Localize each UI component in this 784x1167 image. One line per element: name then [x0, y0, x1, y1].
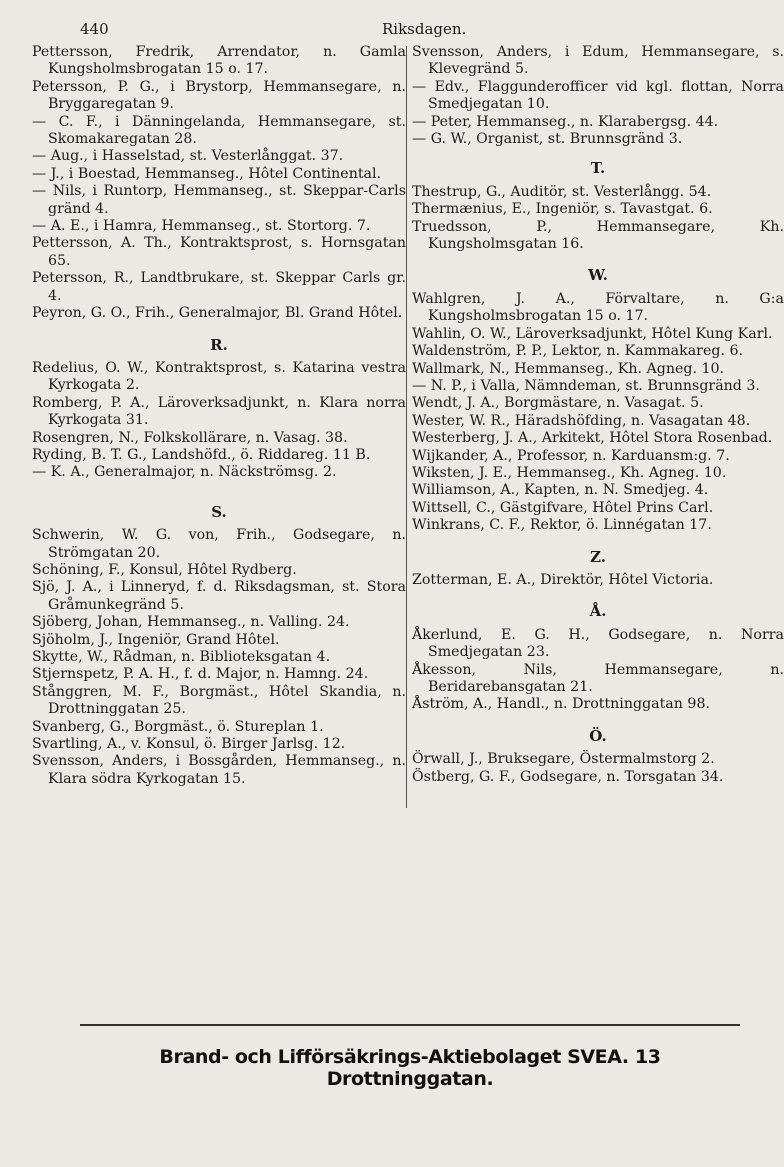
directory-entry: Skytte, W., Rådman, n. Biblioteksgatan 4. — [32, 649, 331, 665]
directory-entry: — Edv., Flaggunderofficer vid kgl. flottan, Norra Smedjegatan 10. — [412, 78, 784, 113]
directory-entry: Stjernspetz, P. A. H., f. d. Major, n. Hamng. 24. — [32, 666, 369, 683]
directory-entry: Ryding, B. T. G., Landshöfd., ö. Riddareg. 11 B. — [32, 446, 371, 463]
section-letter-r: R. — [210, 335, 228, 354]
directory-entry: Åkesson, Nils, Hemmansegare, n. Beridarebansgatan 21. — [412, 661, 784, 695]
directory-entry: Wendt, J. A., Borgmästare, n. Vasagat. 5. — [412, 395, 704, 412]
directory-entry: — J., i Boestad, Hemmanseg., Hôtel Continental. — [32, 165, 382, 182]
left-column — [32, 44, 406, 788]
directory-entry: Wittsell, C., Gästgifvare, Hôtel Prins Carl. — [412, 499, 714, 516]
directory-entry: Peyron, G. O., Frih., Generalmajor, Bl. Grand Hôtel. — [32, 305, 403, 322]
directory-entry: Romberg, P. A., Läroverksadjunkt, n. Klara norra Kyrkogata 31. — [32, 394, 406, 429]
section-letter-oe: Ö. — [589, 726, 607, 745]
directory-entry: Wahlin, O. W., Läroverksadjunkt, Hôtel Kung Karl. — [412, 325, 773, 342]
directory-entry: Svensson, Anders, i Edum, Hemmansegare, s. Klevegränd 5. — [412, 44, 784, 78]
directory-entry: Pettersson, A. Th., Kontraktsprost, s. Hornsgatan 65. — [32, 235, 406, 269]
footer-rule — [80, 1024, 740, 1026]
directory-entry: Wijkander, A., Professor, n. Karduansm:g. 7. — [412, 447, 730, 464]
column-divider — [406, 46, 407, 808]
directory-entry: Zotterman, E. A., Direktör, Hôtel Victoria. — [412, 571, 714, 588]
page-header — [32, 20, 762, 44]
directory-entry: Åkerlund, E. G. H., Godsegare, n. Norra Smedjegatan 23. — [412, 626, 784, 661]
footer-advertisement: Brand- och Lifförsäkrings-Aktiebolaget SVEA. 13 Drottninggatan. — [159, 1046, 661, 1090]
directory-entry: — K. A., Generalmajor, n. Näckströmsg. 2. — [32, 464, 337, 481]
directory-entry: Rosengren, N., Folkskollärare, n. Vasag. 38. — [32, 429, 348, 446]
directory-entry: Winkrans, C. F., Rektor, ö. Linnégatan 17. — [412, 517, 712, 534]
directory-entry: Schwerin, W. G. von, Frih., Godsegare, n. Strömgatan 20. — [32, 527, 406, 561]
page-number: 440 — [80, 20, 109, 38]
directory-entry: — A. E., i Hamra, Hemmanseg., st. Stortorg. 7. — [32, 218, 371, 235]
directory-entry: — C. F., i Dänningelanda, Hemmansegare, st. Skomakaregatan 28. — [32, 113, 406, 148]
section-letter-z: Z. — [590, 547, 606, 566]
directory-entry: Westerberg, J. A., Arkitekt, Hôtel Stora Rosenbad. — [412, 430, 773, 447]
directory-entry: Redelius, O. W., Kontraktsprost, s. Katarina vestra Kyrkogata 2. — [32, 359, 406, 394]
directory-entry: Truedsson, P., Hemmansegare, Kh. Kungsholmsgatan 16. — [412, 218, 784, 253]
section-letter-s: S. — [211, 502, 227, 521]
directory-entry: Schöning, F., Konsul, Hôtel Rydberg. — [32, 561, 297, 578]
directory-entry: Williamson, A., Kapten, n. N. Smedjeg. 4. — [412, 482, 709, 499]
directory-entry: Svanberg, G., Borgmäst., ö. Stureplan 1. — [32, 718, 324, 735]
running-title: Riksdagen. — [382, 20, 467, 38]
directory-entry: Wahlgren, J. A., Förvaltare, n. G:a Kungsholmsbrogatan 15 o. 17. — [412, 290, 784, 325]
right-column — [412, 44, 784, 786]
directory-entry: Thestrup, G., Auditör, st. Vesterlångg. 54. — [412, 183, 712, 200]
section-letter-w: W. — [588, 266, 608, 285]
section-letter-aa: Å. — [589, 602, 607, 621]
directory-entry: Östberg, G. F., Godsegare, n. Torsgatan 34. — [412, 768, 724, 785]
directory-entry: — Aug., i Hasselstad, st. Vesterlånggat. 37. — [32, 148, 344, 165]
directory-entry: Wiksten, J. E., Hemmanseg., Kh. Agneg. 10. — [412, 464, 727, 481]
directory-entry: Waldenström, P. P., Lektor, n. Kammakareg. 6. — [412, 343, 743, 360]
directory-entry: Åström, A., Handl., n. Drottninggatan 98. — [412, 696, 710, 713]
section-letter-t: T. — [590, 159, 606, 178]
directory-entry: Sjöholm, J., Ingeniör, Grand Hôtel. — [32, 631, 280, 648]
directory-entry: Sjöberg, Johan, Hemmanseg., n. Valling. 24. — [32, 614, 350, 631]
directory-entry: Örwall, J., Bruksegare, Östermalmstorg 2. — [412, 751, 715, 768]
directory-entry: Thermænius, E., Ingeniör, s. Tavastgat. 6. — [412, 201, 713, 218]
directory-entry: Stånggren, M. F., Borgmäst., Hôtel Skandia, n. Drottninggatan 25. — [32, 683, 406, 718]
directory-entry: Wester, W. R., Häradshöfding, n. Vasagatan 48. — [412, 412, 751, 429]
directory-entry: Sjö, J. A., i Linneryd, f. d. Riksdagsman, st. Stora Gråmunkegränd 5. — [32, 579, 406, 613]
directory-entry: Svartling, A., v. Konsul, ö. Birger Jarlsg. 12. — [32, 736, 346, 753]
directory-entry: — Nils, i Runtorp, Hemmanseg., st. Skeppar-Carls gränd 4. — [32, 183, 406, 217]
directory-entry: Svensson, Anders, i Bossgården, Hemmanseg., n. Klara södra Kyrkogatan 15. — [32, 753, 406, 787]
directory-entry: — Peter, Hemmanseg., n. Klarabergsg. 44. — [412, 113, 719, 130]
directory-entry: — N. P., i Valla, Nämndeman, st. Brunnsgränd 3. — [412, 377, 760, 394]
directory-entry: Petersson, R., Landtbrukare, st. Skeppar Carls gr. 4. — [32, 270, 406, 304]
directory-entry: — G. W., Organist, st. Brunnsgränd 3. — [412, 131, 683, 148]
directory-entry: Petersson, P. G., i Brystorp, Hemmansegare, n. Bryggaregatan 9. — [32, 78, 406, 113]
directory-entry: Pettersson, Fredrik, Arrendator, n. Gamla Kungsholmsbrogatan 15 o. 17. — [32, 44, 406, 78]
directory-entry: Wallmark, N., Hemmanseg., Kh. Agneg. 10. — [412, 360, 725, 377]
